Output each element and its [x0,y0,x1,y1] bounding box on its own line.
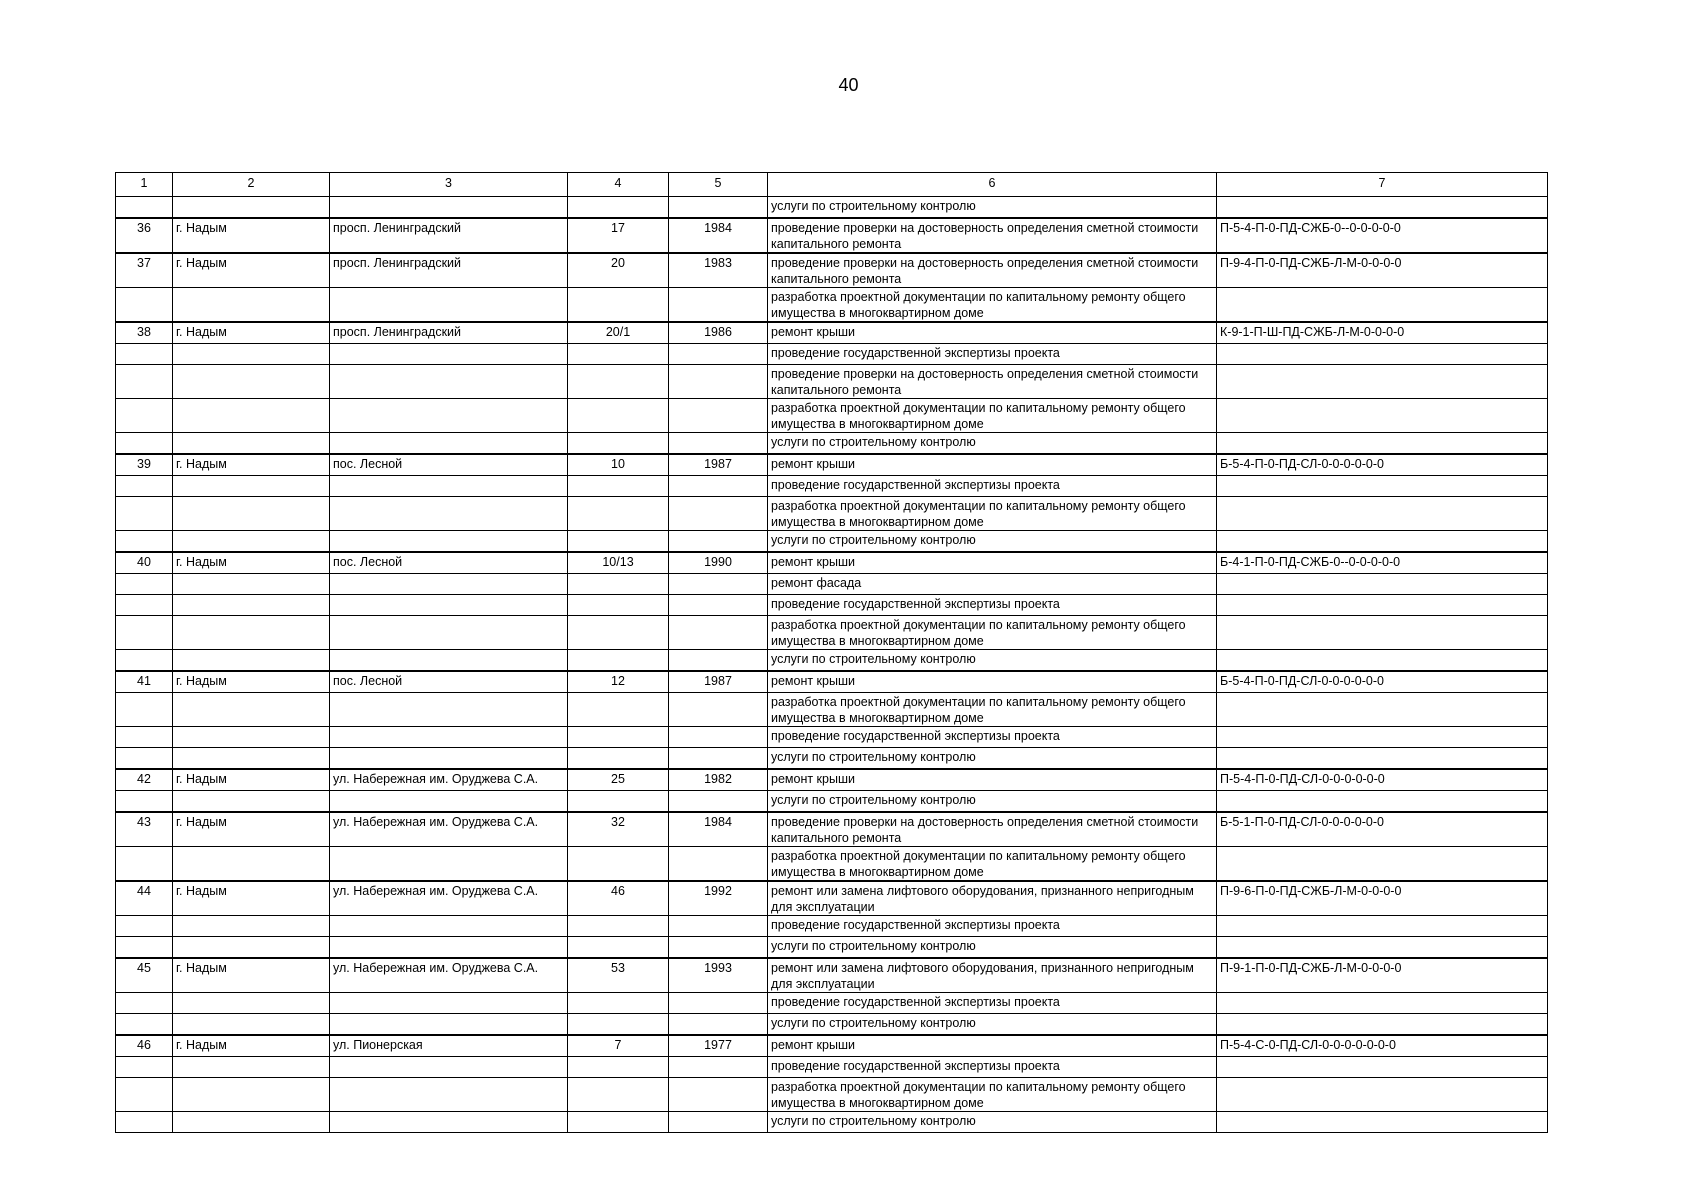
house-number-cell [568,365,669,399]
row-number-cell [116,574,173,595]
city-cell: г. Надым [173,958,330,993]
city-cell [173,344,330,365]
city-cell [173,399,330,433]
header-cell: 6 [768,173,1217,197]
work-type-cell: ремонт крыши [768,671,1217,693]
city-cell [173,916,330,937]
table-row [116,288,1548,323]
table-row [116,433,1548,455]
work-type-cell: разработка проектной документации по капитальному ремонту общего имущества в многоквартирном доме [768,616,1217,650]
street-cell [330,791,568,813]
header-cell: 3 [330,173,568,197]
building-code-cell [1217,916,1548,937]
year-built-cell: 1984 [669,812,768,847]
city-cell: г. Надым [173,812,330,847]
building-code-cell [1217,616,1548,650]
row-number-cell [116,497,173,531]
row-number-cell [116,1078,173,1112]
row-number-cell: 38 [116,322,173,344]
row-number-cell: 45 [116,958,173,993]
table-row [116,650,1548,672]
year-built-cell: 1983 [669,253,768,288]
city-cell [173,650,330,672]
row-number-cell [116,847,173,882]
street-cell: просп. Ленинградский [330,322,568,344]
building-code-cell [1217,433,1548,455]
street-cell [330,574,568,595]
street-cell: ул. Набережная им. Оруджева С.А. [330,769,568,791]
city-cell [173,727,330,748]
house-number-cell [568,748,669,770]
house-number-cell: 17 [568,218,669,253]
street-cell [330,727,568,748]
header-row [116,173,1548,197]
house-number-cell [568,433,669,455]
city-cell [173,1014,330,1036]
work-type-cell: ремонт крыши [768,322,1217,344]
work-type-cell: услуги по строительному контролю [768,433,1217,455]
street-cell [330,197,568,219]
house-number-cell [568,476,669,497]
table-row [116,881,1548,916]
street-cell [330,288,568,323]
row-number-cell: 44 [116,881,173,916]
table-row [116,365,1548,399]
table-row [116,812,1548,847]
row-number-cell: 41 [116,671,173,693]
year-built-cell [669,616,768,650]
table-row [116,916,1548,937]
work-type-cell: проведение государственной экспертизы проекта [768,476,1217,497]
city-cell [173,433,330,455]
row-number-cell [116,197,173,219]
year-built-cell: 1993 [669,958,768,993]
year-built-cell: 1990 [669,552,768,574]
year-built-cell: 1982 [669,769,768,791]
street-cell [330,916,568,937]
work-type-cell: проведение государственной экспертизы проекта [768,727,1217,748]
table-row [116,791,1548,813]
capital-repair-table [115,172,1548,1133]
row-number-cell [116,693,173,727]
city-cell [173,616,330,650]
street-cell [330,993,568,1014]
table-row [116,531,1548,553]
work-type-cell: услуги по строительному контролю [768,748,1217,770]
street-cell [330,497,568,531]
work-type-cell: разработка проектной документации по капитальному ремонту общего имущества в многоквартирном доме [768,288,1217,323]
city-cell [173,993,330,1014]
header-cell: 5 [669,173,768,197]
row-number-cell [116,791,173,813]
year-built-cell [669,1078,768,1112]
house-number-cell [568,1112,669,1133]
row-number-cell [116,748,173,770]
year-built-cell: 1986 [669,322,768,344]
work-type-cell: проведение проверки на достоверность определения сметной стоимости капитального ремонта [768,218,1217,253]
table-row [116,1035,1548,1057]
city-cell: г. Надым [173,322,330,344]
year-built-cell [669,574,768,595]
table-row [116,197,1548,219]
street-cell: ул. Набережная им. Оруджева С.А. [330,881,568,916]
table-row [116,847,1548,882]
building-code-cell [1217,288,1548,323]
row-number-cell [116,476,173,497]
work-type-cell: ремонт или замена лифтового оборудования, признанного непригодным для эксплуатации [768,881,1217,916]
year-built-cell [669,1112,768,1133]
building-code-cell: Б-5-1-П-0-ПД-СЛ-0-0-0-0-0-0 [1217,812,1548,847]
street-cell: просп. Ленинградский [330,218,568,253]
year-built-cell [669,1057,768,1078]
street-cell [330,1014,568,1036]
house-number-cell: 32 [568,812,669,847]
table-row [116,1112,1548,1133]
table-row [116,218,1548,253]
table-row [116,993,1548,1014]
header-cell: 2 [173,173,330,197]
row-number-cell [116,531,173,553]
house-number-cell [568,993,669,1014]
city-cell [173,847,330,882]
work-type-cell: проведение государственной экспертизы проекта [768,993,1217,1014]
table-row [116,552,1548,574]
table-row [116,595,1548,616]
work-type-cell: ремонт крыши [768,769,1217,791]
year-built-cell: 1977 [669,1035,768,1057]
table-row [116,454,1548,476]
table-row [116,958,1548,993]
work-type-cell: услуги по строительному контролю [768,1014,1217,1036]
street-cell [330,531,568,553]
building-code-cell [1217,531,1548,553]
building-code-cell [1217,1014,1548,1036]
work-type-cell: ремонт крыши [768,1035,1217,1057]
work-type-cell: разработка проектной документации по капитальному ремонту общего имущества в многоквартирном доме [768,693,1217,727]
house-number-cell [568,727,669,748]
city-cell [173,365,330,399]
building-code-cell [1217,399,1548,433]
house-number-cell [568,791,669,813]
year-built-cell [669,595,768,616]
building-code-cell [1217,365,1548,399]
city-cell [173,1057,330,1078]
building-code-cell: Б-5-4-П-0-ПД-СЛ-0-0-0-0-0-0 [1217,671,1548,693]
building-code-cell [1217,595,1548,616]
street-cell [330,693,568,727]
house-number-cell [568,616,669,650]
building-code-cell [1217,693,1548,727]
year-built-cell [669,433,768,455]
row-number-cell [116,916,173,937]
year-built-cell [669,531,768,553]
table-row [116,748,1548,770]
year-built-cell: 1987 [669,454,768,476]
city-cell [173,1112,330,1133]
table-row [116,497,1548,531]
table-row [116,727,1548,748]
row-number-cell: 43 [116,812,173,847]
year-built-cell [669,365,768,399]
city-cell [173,791,330,813]
row-number-cell: 39 [116,454,173,476]
work-type-cell: проведение государственной экспертизы проекта [768,1057,1217,1078]
table-row [116,616,1548,650]
city-cell [173,693,330,727]
table-row [116,769,1548,791]
house-number-cell: 10/13 [568,552,669,574]
city-cell: г. Надым [173,1035,330,1057]
street-cell [330,1057,568,1078]
year-built-cell [669,748,768,770]
city-cell: г. Надым [173,454,330,476]
row-number-cell [116,1057,173,1078]
city-cell: г. Надым [173,671,330,693]
street-cell: пос. Лесной [330,454,568,476]
building-code-cell [1217,993,1548,1014]
city-cell [173,197,330,219]
city-cell [173,1078,330,1112]
work-type-cell: разработка проектной документации по капитальному ремонту общего имущества в многоквартирном доме [768,497,1217,531]
house-number-cell [568,847,669,882]
year-built-cell [669,476,768,497]
row-number-cell: 42 [116,769,173,791]
street-cell: пос. Лесной [330,671,568,693]
house-number-cell: 7 [568,1035,669,1057]
table-row [116,574,1548,595]
row-number-cell [116,937,173,959]
street-cell [330,847,568,882]
building-code-cell [1217,574,1548,595]
year-built-cell [669,847,768,882]
city-cell: г. Надым [173,552,330,574]
table-row [116,476,1548,497]
building-code-cell [1217,197,1548,219]
house-number-cell [568,197,669,219]
city-cell [173,288,330,323]
house-number-cell: 46 [568,881,669,916]
building-code-cell: П-9-1-П-0-ПД-СЖБ-Л-М-0-0-0-0 [1217,958,1548,993]
building-code-cell [1217,748,1548,770]
street-cell [330,433,568,455]
building-code-cell [1217,650,1548,672]
year-built-cell [669,693,768,727]
building-code-cell [1217,1078,1548,1112]
year-built-cell [669,197,768,219]
building-code-cell: Б-5-4-П-0-ПД-СЛ-0-0-0-0-0-0 [1217,454,1548,476]
work-type-cell: разработка проектной документации по капитальному ремонту общего имущества в многоквартирном доме [768,847,1217,882]
street-cell: просп. Ленинградский [330,253,568,288]
header-cell: 1 [116,173,173,197]
house-number-cell [568,595,669,616]
work-type-cell: проведение проверки на достоверность определения сметной стоимости капитального ремонта [768,812,1217,847]
row-number-cell [116,595,173,616]
year-built-cell [669,344,768,365]
building-code-cell: П-5-4-П-0-ПД-СЛ-0-0-0-0-0-0 [1217,769,1548,791]
page-number: 40 [838,75,859,95]
year-built-cell [669,727,768,748]
city-cell [173,476,330,497]
building-code-cell [1217,1057,1548,1078]
house-number-cell [568,497,669,531]
street-cell [330,650,568,672]
table-row [116,344,1548,365]
table-row [116,937,1548,959]
house-number-cell [568,399,669,433]
house-number-cell [568,1014,669,1036]
year-built-cell: 1987 [669,671,768,693]
house-number-cell: 10 [568,454,669,476]
house-number-cell: 53 [568,958,669,993]
work-type-cell: услуги по строительному контролю [768,791,1217,813]
city-cell [173,574,330,595]
table-row [116,322,1548,344]
table-row [116,693,1548,727]
building-code-cell [1217,476,1548,497]
building-code-cell: К-9-1-П-Ш-ПД-СЖБ-Л-М-0-0-0-0 [1217,322,1548,344]
house-number-cell [568,650,669,672]
year-built-cell [669,288,768,323]
street-cell: пос. Лесной [330,552,568,574]
row-number-cell [116,650,173,672]
row-number-cell [116,1112,173,1133]
row-number-cell [116,1014,173,1036]
year-built-cell [669,916,768,937]
building-code-cell: П-9-4-П-0-ПД-СЖБ-Л-М-0-0-0-0 [1217,253,1548,288]
street-cell [330,595,568,616]
row-number-cell [116,399,173,433]
year-built-cell [669,1014,768,1036]
work-type-cell: услуги по строительному контролю [768,531,1217,553]
house-number-cell [568,531,669,553]
building-code-cell: Б-4-1-П-0-ПД-СЖБ-0--0-0-0-0-0 [1217,552,1548,574]
street-cell [330,476,568,497]
row-number-cell [116,433,173,455]
work-type-cell: услуги по строительному контролю [768,650,1217,672]
city-cell [173,497,330,531]
building-code-cell: П-5-4-П-0-ПД-СЖБ-0--0-0-0-0-0 [1217,218,1548,253]
table-row [116,1057,1548,1078]
city-cell: г. Надым [173,769,330,791]
work-type-cell: ремонт крыши [768,552,1217,574]
building-code-cell [1217,497,1548,531]
house-number-cell [568,1078,669,1112]
building-code-cell [1217,1112,1548,1133]
work-type-cell: ремонт крыши [768,454,1217,476]
work-type-cell: проведение проверки на достоверность определения сметной стоимости капитального ремонта [768,253,1217,288]
row-number-cell: 40 [116,552,173,574]
table-row [116,399,1548,433]
street-cell [330,1078,568,1112]
row-number-cell: 36 [116,218,173,253]
building-code-cell [1217,727,1548,748]
building-code-cell [1217,344,1548,365]
house-number-cell: 20/1 [568,322,669,344]
year-built-cell: 1992 [669,881,768,916]
street-cell: ул. Пионерская [330,1035,568,1057]
work-type-cell: услуги по строительному контролю [768,1112,1217,1133]
year-built-cell [669,650,768,672]
street-cell [330,399,568,433]
row-number-cell: 46 [116,1035,173,1057]
building-code-cell: П-9-6-П-0-ПД-СЖБ-Л-М-0-0-0-0 [1217,881,1548,916]
house-number-cell [568,693,669,727]
city-cell [173,531,330,553]
work-type-cell: услуги по строительному контролю [768,197,1217,219]
row-number-cell: 37 [116,253,173,288]
year-built-cell [669,791,768,813]
work-type-cell: услуги по строительному контролю [768,937,1217,959]
building-code-cell [1217,791,1548,813]
building-code-cell [1217,847,1548,882]
city-cell [173,748,330,770]
city-cell: г. Надым [173,881,330,916]
street-cell [330,616,568,650]
row-number-cell [116,344,173,365]
table-row [116,1078,1548,1112]
row-number-cell [116,288,173,323]
work-type-cell: проведение государственной экспертизы проекта [768,595,1217,616]
work-type-cell: проведение государственной экспертизы проекта [768,916,1217,937]
work-type-cell: разработка проектной документации по капитальному ремонту общего имущества в многоквартирном доме [768,1078,1217,1112]
house-number-cell: 25 [568,769,669,791]
year-built-cell [669,993,768,1014]
table-row [116,671,1548,693]
city-cell [173,937,330,959]
work-type-cell: проведение проверки на достоверность определения сметной стоимости капитального ремонта [768,365,1217,399]
work-type-cell: ремонт фасада [768,574,1217,595]
header-cell: 4 [568,173,669,197]
house-number-cell: 12 [568,671,669,693]
year-built-cell [669,497,768,531]
row-number-cell [116,993,173,1014]
building-code-cell [1217,937,1548,959]
year-built-cell [669,937,768,959]
city-cell: г. Надым [173,253,330,288]
city-cell [173,595,330,616]
street-cell [330,365,568,399]
table-row [116,1014,1548,1036]
house-number-cell [568,937,669,959]
house-number-cell [568,344,669,365]
year-built-cell [669,399,768,433]
house-number-cell [568,574,669,595]
row-number-cell [116,365,173,399]
house-number-cell [568,288,669,323]
table-row [116,253,1548,288]
house-number-cell [568,916,669,937]
house-number-cell [568,1057,669,1078]
work-type-cell: ремонт или замена лифтового оборудования, признанного непригодным для эксплуатации [768,958,1217,993]
city-cell: г. Надым [173,218,330,253]
year-built-cell: 1984 [669,218,768,253]
street-cell: ул. Набережная им. Оруджева С.А. [330,958,568,993]
street-cell: ул. Набережная им. Оруджева С.А. [330,812,568,847]
work-type-cell: разработка проектной документации по капитальному ремонту общего имущества в многоквартирном доме [768,399,1217,433]
street-cell [330,1112,568,1133]
row-number-cell [116,616,173,650]
house-number-cell: 20 [568,253,669,288]
work-type-cell: проведение государственной экспертизы проекта [768,344,1217,365]
row-number-cell [116,727,173,748]
header-cell: 7 [1217,173,1548,197]
street-cell [330,937,568,959]
building-code-cell: П-5-4-С-0-ПД-СЛ-0-0-0-0-0-0-0 [1217,1035,1548,1057]
street-cell [330,748,568,770]
street-cell [330,344,568,365]
